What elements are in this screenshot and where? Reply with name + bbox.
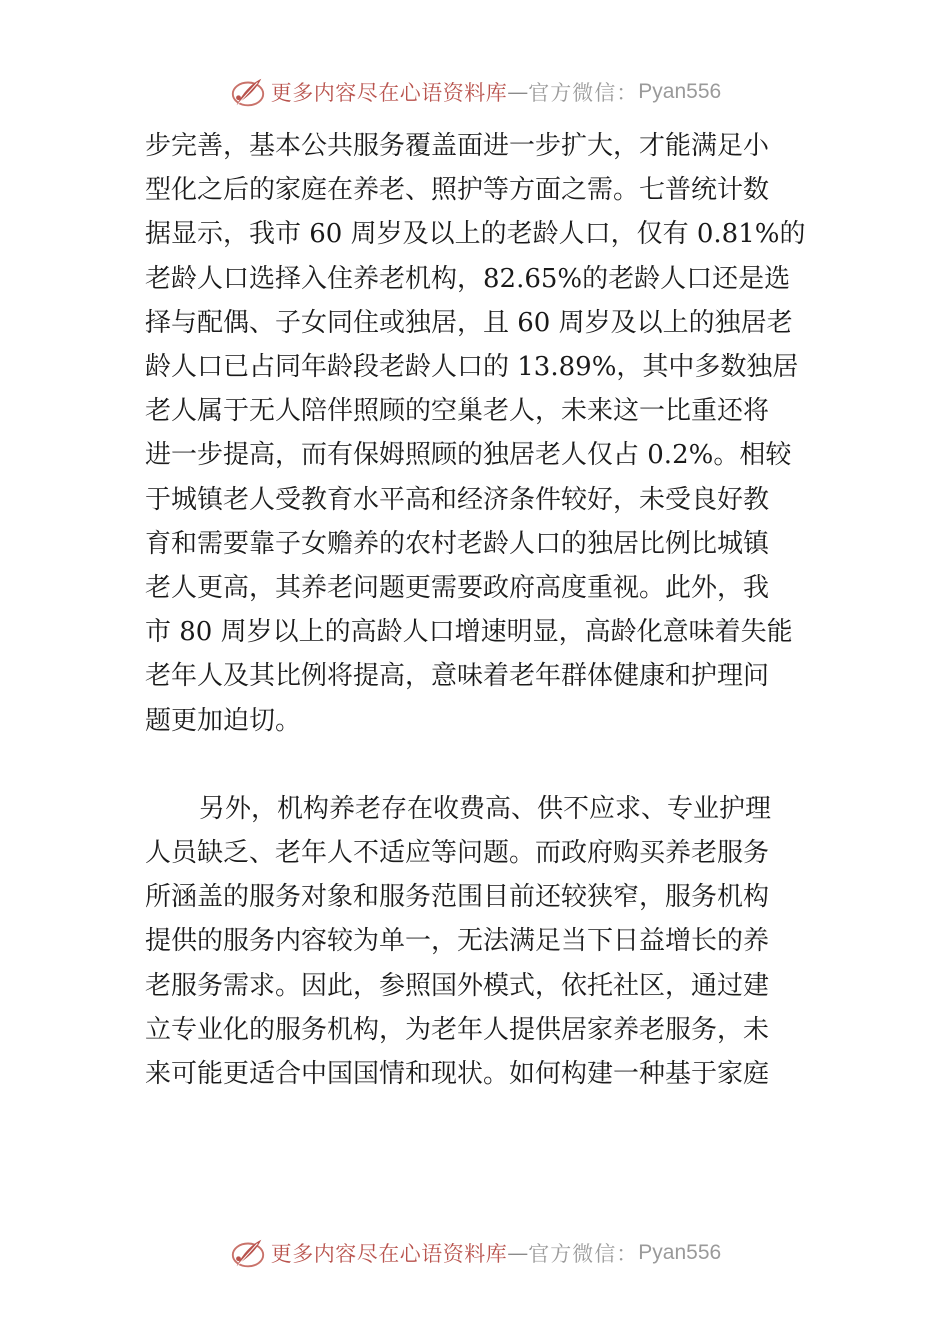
text-line: 市 80 周岁以上的高龄人口增速明显，高龄化意味着失能 [145, 617, 793, 648]
text-line: 题更加迫切。 [145, 705, 302, 736]
header-brand-text: 更多内容尽在心语资料库 [270, 81, 508, 105]
text-line: 立专业化的服务机构，为老年人提供居家养老服务，未 [145, 1014, 770, 1045]
text-line: 择与配偶、子女同住或独居，且 60 周岁及以上的独居老 [145, 307, 793, 338]
header-banner [0, 72, 950, 112]
paragraph-1 [145, 124, 810, 743]
footer-official-label: 官方微信： [528, 1242, 639, 1266]
feather-logo-icon [229, 1234, 267, 1272]
footer-banner [0, 1233, 950, 1273]
header-official-label: 官方微信： [528, 81, 639, 105]
footer-dash: — [507, 1241, 529, 1265]
header-dash: — [507, 80, 529, 104]
text-line: 步完善，基本公共服务覆盖面进一步扩大，才能满足小 [145, 131, 770, 161]
text-line: 据显示，我市 60 周岁及以上的老龄人口，仅有 0.81%的 [145, 219, 806, 250]
text-line: 于城镇老人受教育水平高和经济条件较好，未受良好教 [145, 484, 770, 515]
text-line: 老服务需求。因此，参照国外模式，依托社区，通过建 [145, 970, 770, 1001]
text-line: 所涵盖的服务对象和服务范围目前还较狭窄，服务机构 [145, 882, 770, 913]
text-line: 人员缺乏、老年人不适应等问题。而政府购买养老服务 [145, 838, 770, 869]
text-line: 老龄人口选择入住养老机构，82.65%的老龄人口还是选 [145, 263, 791, 294]
text-line: 老年人及其比例将提高，意味着老年群体健康和护理问 [145, 661, 770, 692]
text-line: 另外，机构养老存在收费高、供不应求、专业护理 [199, 793, 772, 824]
footer-wechat-id: Pyan556 [638, 1241, 722, 1264]
paragraph-2 [145, 787, 810, 1096]
text-line: 育和需要靠子女赡养的农村老龄人口的独居比例比城镇 [145, 528, 770, 559]
footer-brand-text: 更多内容尽在心语资料库 [270, 1242, 508, 1266]
text-line: 龄人口已占同年龄段老龄人口的 13.89%，其中多数独居 [145, 352, 799, 383]
header-wechat-id: Pyan556 [638, 80, 722, 103]
text-line: 进一步提高，而有保姆照顾的独居老人仅占 0.2%。相较 [145, 440, 792, 471]
document-body [145, 124, 810, 1096]
text-line: 型化之后的家庭在养老、照护等方面之需。七普统计数 [145, 175, 770, 206]
feather-logo-icon [229, 73, 267, 111]
text-line: 老人属于无人陪伴照顾的空巢老人，未来这一比重还将 [145, 396, 770, 427]
text-line: 老人更高，其养老问题更需要政府高度重视。此外，我 [145, 573, 770, 604]
text-line: 提供的服务内容较为单一，无法满足当下日益增长的养 [145, 926, 770, 957]
text-line: 来可能更适合中国国情和现状。如何构建一种基于家庭 [145, 1059, 770, 1090]
